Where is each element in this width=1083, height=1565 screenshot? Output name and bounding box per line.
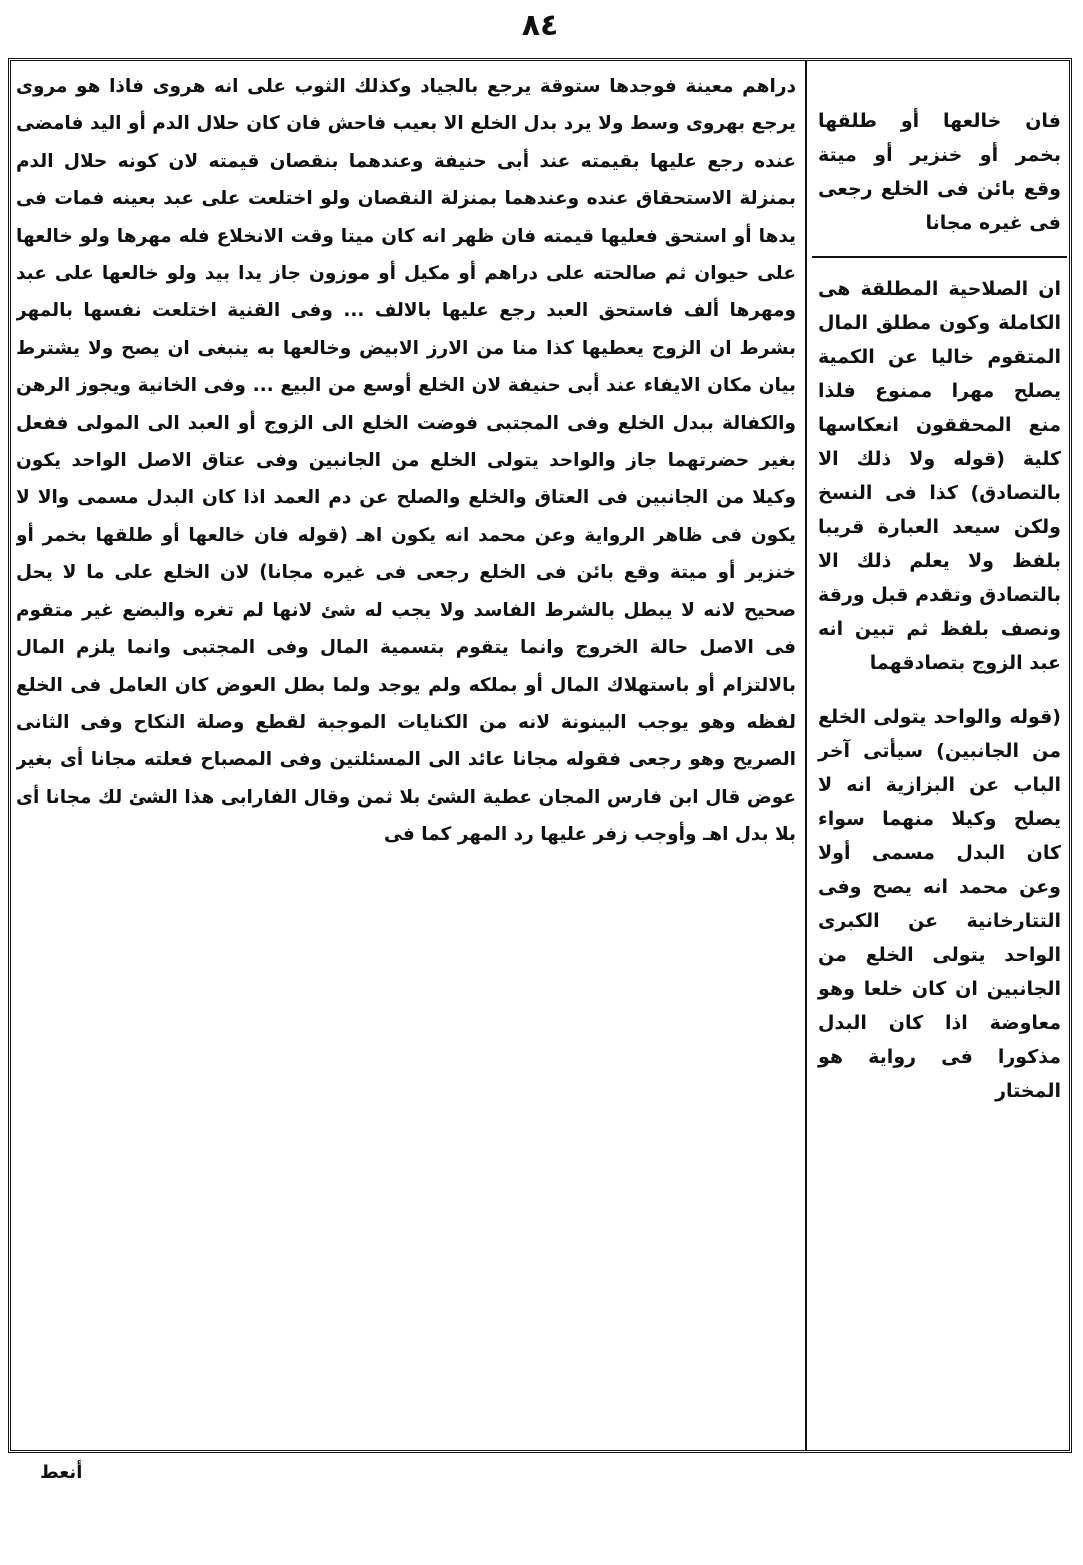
column-divider — [805, 60, 807, 1450]
matn-text: فان خالعها أو طلقها بخمر أو خنزير أو ميتة وقع بائن فى الخلع رجعى فى غيره مجانا — [818, 110, 1061, 234]
margin-note-2: (قوله والواحد يتولى الخلع من الجانبين) سيأتى آخر الباب عن البزازية انه لا يصلح وكيلا منهما سواء كان البدل مسمى أولا وعن محمد انه يصح وفى التتارخانية عن الكبرى الواحد يتولى الخلع من الجانبين ان كان خلعا وهو معاوضة اذا كان البدل مذكورا فى رواية هو المختار — [818, 706, 1061, 1102]
margin-column — [812, 100, 1067, 1124]
main-commentary-text: دراهم معينة فوجدها ستوقة يرجع بالجياد وكذلك الثوب على انه هروى فاذا هو مروى يرجع بهروى وسط ولا يرد بدل الخلع الا بعيب فاحش فان كان حلال الدم أو اليد فامضى عنده رجع عليها بقيمته عند أبى حنيفة وعندهما بنقصان قيمته لان كونه حلال الدم بمنزلة الاستحقاق عنده وعندهما بمنزلة النقصان ولو اختلعت على عبد بعينه فمات فى يدها أو استحق فعليها قيمته فان ظهر انه كان ميتا وقت الانخلاع فله مهرها ولو خالعها على حيوان ثم صالحته على دراهم أو مكيل أو موزون جاز يدا بيد ولو خالعها على عبد ومهرها ألف فاستحق العبد رجع عليها بالالف ... وفى القنية اختلعت نفسها بالمهر بشرط ان الزوج يعطيها كذا منا من الارز الابيض وخالعها به ينبغى ان يصح ولا يشترط بيان مكان الايفاء عند أبى حنيفة لان الخلع أوسع من البيع ... وفى الخانية ويجوز الرهن والكفالة ببدل الخلع وفى المجتبى فوضت الخلع الى الزوج أو العبد الى المولى ففعل بغير حضرتهما جاز والواحد يتولى الخلع من الجانبين وفى عتاق الاصل الواحد يكون وكيلا من الجانبين فى العتاق والخلع والصلح عن دم العمد اذا كان البدل مسمى والا لا يكون فى ظاهر الرواية وعن محمد انه يكون اهـ (قوله فان خالعها أو طلقها بخمر أو خنزير أو ميتة وقع بائن فى الخلع رجعى فى غيره مجانا) لان الخلع على ما لا يحل صحيح لانه لا يبطل بالشرط الفاسد ولا يجب له شئ لانها لم تغره والبضع غير متقوم فى الاصل حالة الخروج وانما يتقوم بتسمية المال وفى المجتبى وانما يلزم المال بالالتزام أو باستهلاك المال أو بملكه ولم يوجد ولما بطل العوض كان العامل فى الخلع لفظه وهو يوجب البينونة لانه من الكنايات الموجبة لقطع وصلة النكاح وفى الثانى الصريح وهو رجعى فقوله مجانا عائد الى المسئلتين وفى المصباح فعلته مجانا أى بغير عوض قال ابن فارس المجان عطية الشئ بلا ثمن وقال الفارابى هذا الشئ لك مجانا أى بلا بدل اهـ وأوجب زفر عليها رد المهر كما فى — [16, 76, 796, 846]
page-number: ٨٤ — [521, 8, 559, 43]
margin-rule — [812, 256, 1067, 258]
catchword: أنعط — [40, 1462, 83, 1483]
margin-note-1: ان الصلاحية المطلقة هى الكاملة وكون مطلق المال المتقوم خاليا عن الكمية يصلح مهرا ممنوع فلذا منع المحققون انعكاسها كلية (قوله ولا ذلك الا بالتصادق) كذا فى النسخ ولكن سيعد العبارة قريبا بلفظ ولا يعلم ذلك الا بالتصادق وتقدم قبل ورقة ونصف بلفظ ثم تبين انه عبد الزوج بتصادقهما — [818, 278, 1061, 674]
